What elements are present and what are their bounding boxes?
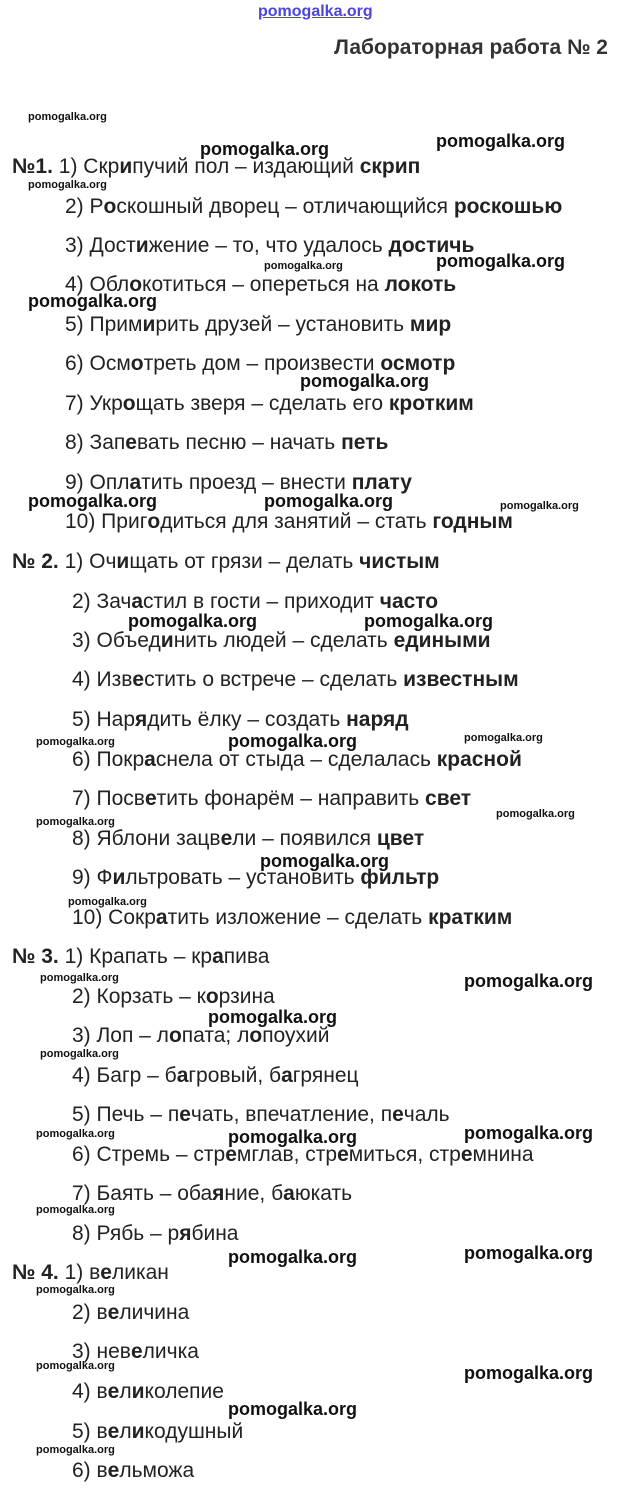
- watermark: pomogalka.org: [36, 736, 115, 748]
- task-2-item-8: 8) Яблони зацвели – появился цвет: [72, 827, 425, 850]
- task-2-item-2: 2) Зачастил в гости – приходит часто: [72, 590, 439, 613]
- task-2-item-3: 3) Объединить людей – сделать едиными: [72, 629, 491, 652]
- watermark: pomogalka.org: [36, 1444, 115, 1456]
- watermark: pomogalka.org: [260, 851, 390, 871]
- task-1-item-1: №1. 1) Скрипучий пол – издающий скрип: [12, 155, 421, 178]
- task-label: №1.: [12, 155, 53, 178]
- task-4-item-2: 2) величина: [72, 1301, 190, 1324]
- watermark: pomogalka.org: [464, 1243, 594, 1263]
- task-1-item-6: 6) Осмотреть дом – произвести осмотр: [65, 352, 456, 375]
- task-3-item-2: 2) Корзать – корзина: [72, 985, 275, 1008]
- watermark: pomogalka.org: [258, 3, 373, 20]
- watermark: pomogalka.org: [40, 972, 119, 984]
- watermark: pomogalka.org: [28, 291, 158, 311]
- task-1-item-5: 5) Примирить друзей – установить мир: [65, 313, 452, 336]
- watermark: pomogalka.org: [228, 1247, 358, 1267]
- watermark: pomogalka.org: [36, 1128, 115, 1140]
- watermark: pomogalka.org: [264, 260, 343, 272]
- task-4-item-4: 4) великолепие: [72, 1380, 224, 1403]
- watermark: pomogalka.org: [208, 1007, 338, 1027]
- task-2-item-7: 7) Посветить фонарём – направить свет: [72, 787, 472, 810]
- watermark: pomogalka.org: [500, 500, 579, 512]
- task-1-item-4: 4) Облокотиться – опереться на локоть: [65, 273, 457, 296]
- task-3-item-6: 6) Стремь – стремглав, стремиться, стремнина: [72, 1143, 534, 1166]
- task-1-item-8: 8) Запевать песню – начать петь: [65, 431, 389, 454]
- task-3-item-5: 5) Печь – печать, впечатление, печаль: [72, 1103, 450, 1126]
- watermark: pomogalka.org: [36, 1284, 115, 1296]
- watermark: pomogalka.org: [464, 1363, 594, 1383]
- task-3-item-7: 7) Баять – обаяние, баюкать: [72, 1182, 353, 1205]
- task-1-item-2: 2) Роскошный дворец – отличающийся роскошью: [65, 195, 563, 218]
- task-3-item-1: № 3. 1) Крапать – крапива: [12, 945, 270, 968]
- task-2-item-5: 5) Нарядить ёлку – создать наряд: [72, 708, 409, 731]
- watermark: pomogalka.org: [464, 1123, 594, 1143]
- watermark: pomogalka.org: [436, 131, 566, 151]
- watermark: pomogalka.org: [200, 139, 330, 159]
- watermark: pomogalka.org: [28, 491, 158, 511]
- task-3-item-4: 4) Багр – багровый, багрянец: [72, 1064, 359, 1087]
- watermark: pomogalka.org: [128, 611, 258, 631]
- task-2-item-9: 9) Фильтровать – установить фильтр: [72, 866, 440, 889]
- task-label: № 3.: [12, 945, 59, 968]
- task-1-item-3: 3) Достижение – то, что удалось достичь: [65, 234, 475, 257]
- task-4-item-1: № 4. 1) великан: [12, 1261, 169, 1284]
- task-3-item-8: 8) Рябь – рябина: [72, 1222, 239, 1245]
- watermark: pomogalka.org: [36, 1204, 115, 1216]
- task-4-item-6: 6) вельможа: [72, 1459, 195, 1482]
- watermark: pomogalka.org: [228, 1127, 358, 1147]
- watermark: pomogalka.org: [496, 808, 575, 820]
- watermark: pomogalka.org: [436, 251, 566, 271]
- task-1-item-7: 7) Укрощать зверя – сделать его кротким: [65, 392, 474, 415]
- watermark: pomogalka.org: [228, 1399, 358, 1419]
- task-2-item-1: № 2. 1) Очищать от грязи – делать чистым: [12, 550, 440, 573]
- task-4-item-3: 3) невеличка: [72, 1340, 199, 1363]
- task-3-item-3: 3) Лоп – лопата; лопоухий: [72, 1024, 330, 1047]
- task-1-item-10: 10) Пригодиться для занятий – стать годным: [65, 510, 513, 533]
- watermark: pomogalka.org: [36, 816, 115, 828]
- task-4-item-5: 5) великодушный: [72, 1420, 244, 1443]
- watermark: pomogalka.org: [464, 732, 543, 744]
- watermark: pomogalka.org: [364, 611, 494, 631]
- watermark: pomogalka.org: [36, 1360, 115, 1372]
- task-label: № 2.: [12, 550, 59, 573]
- watermark: pomogalka.org: [464, 971, 594, 991]
- watermark: pomogalka.org: [300, 371, 430, 391]
- watermark: pomogalka.org: [28, 179, 107, 191]
- watermark: pomogalka.org: [264, 491, 394, 511]
- task-2-item-4: 4) Известить о встрече – сделать известным: [72, 668, 519, 691]
- task-2-item-10: 10) Сократить изложение – сделать кратким: [72, 906, 513, 929]
- task-1-item-9: 9) Оплатить проезд – внести плату: [65, 471, 412, 494]
- watermark: pomogalka.org: [40, 1048, 119, 1060]
- watermark: pomogalka.org: [228, 731, 358, 751]
- watermark: pomogalka.org: [68, 896, 147, 908]
- watermark: pomogalka.org: [28, 111, 107, 123]
- task-label: № 4.: [12, 1261, 59, 1284]
- page-title: Лабораторная работа № 2: [334, 36, 608, 59]
- task-2-item-6: 6) Покраснела от стыда – сделалась красной: [72, 748, 522, 771]
